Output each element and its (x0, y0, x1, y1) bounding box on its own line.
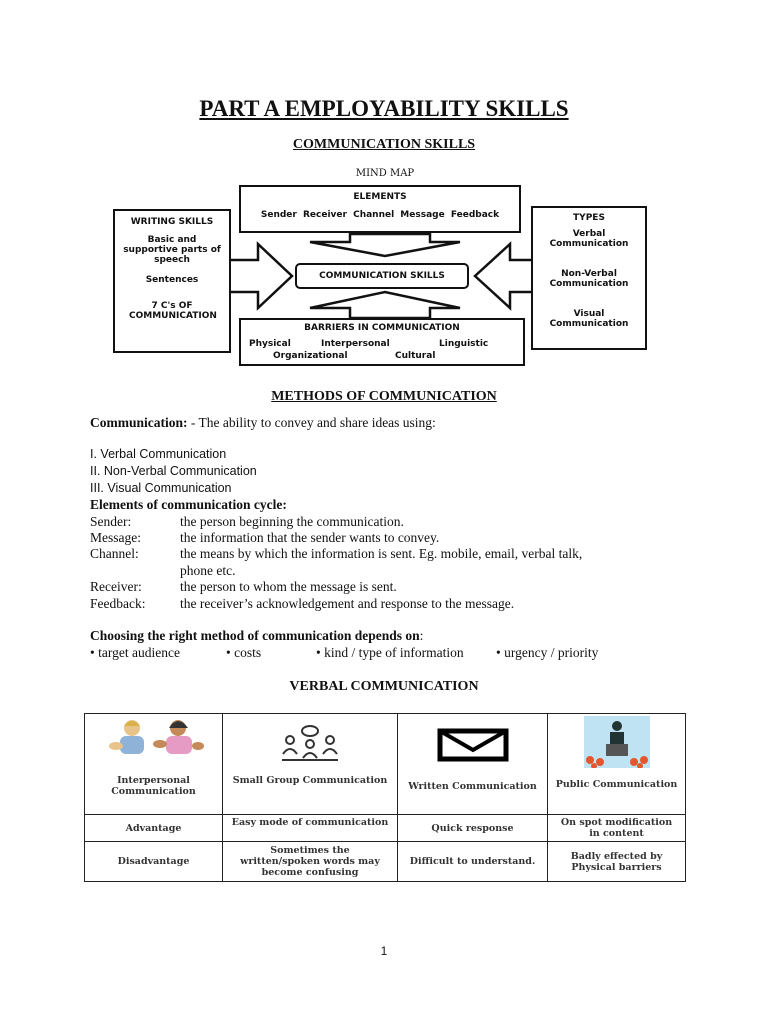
page-number: 1 (380, 944, 388, 958)
header-small-group: Small Group Communication (232, 775, 388, 786)
factor-item: • kind / type of information (316, 645, 464, 660)
header-written: Written Communication (408, 781, 537, 792)
table-row (85, 815, 686, 842)
barrier-linguistic: Linguistic (439, 339, 489, 349)
factor-item: • target audience (90, 645, 180, 660)
communication-types-list (90, 446, 257, 497)
barriers-heading: BARRIERS IN COMMUNICATION (304, 323, 460, 333)
choosing-method (90, 628, 423, 644)
writing-heading: WRITING SKILLS (130, 217, 214, 227)
arrow-from-types (475, 244, 534, 308)
cycle-term: Message: (90, 530, 141, 545)
cycle-term: Receiver: (90, 579, 142, 594)
types-heading: TYPES (573, 213, 605, 223)
row-label-advantage: Advantage (85, 815, 223, 842)
types-nonverbal: Non-Verbal Communication (549, 269, 629, 289)
cycle-definition: the person beginning the communication. (180, 514, 404, 529)
envelope-icon (437, 728, 509, 762)
types-visual: Visual Communication (549, 309, 629, 329)
types-verbal: Verbal Communication (549, 229, 629, 249)
definition-text: - The ability to convey and share ideas using: (187, 415, 436, 430)
row-label-disadvantage: Disadvantage (85, 842, 223, 882)
verbal-heading: VERBAL COMMUNICATION (289, 679, 479, 694)
list-item: II. Non-Verbal Communication (90, 464, 257, 478)
writing-item-speech: Basic and supportive parts of speech (123, 235, 221, 265)
cycle-definition: the information that the sender wants to convey. (180, 530, 440, 545)
cycle-definition: the person to whom the message is sent. (180, 579, 397, 594)
public-speaker-icon (584, 716, 650, 768)
barrier-organizational: Organizational (273, 351, 348, 361)
table-cell (223, 714, 398, 815)
barrier-physical: Physical (249, 339, 291, 349)
cycle-definition: the means by which the information is sent. Eg. mobile, email, verbal talk, phone etc. (180, 546, 583, 578)
cycle-definition: the receiver’s acknowledgement and response to the message. (180, 596, 515, 611)
barrier-interpersonal: Interpersonal (321, 339, 390, 349)
table-cell (548, 714, 686, 815)
barriers-box (239, 318, 525, 366)
writing-item-7cs: 7 C's OF COMMUNICATION (129, 301, 217, 321)
elements-items: Sender Receiver Channel Message Feedback (260, 210, 500, 220)
table-cell: Quick response (398, 815, 548, 842)
table-cell: Easy mode of communication (223, 815, 398, 842)
header-public: Public Communication (555, 779, 678, 790)
page-title: PART A EMPLOYABILITY SKILLS (199, 96, 569, 121)
definition-label: Communication: (90, 415, 188, 430)
cycle-heading: Elements of communication cycle: (90, 497, 287, 512)
mind-map-label: MIND MAP (355, 168, 415, 179)
elements-heading: ELEMENTS (353, 192, 407, 202)
center-box: COMMUNICATION SKILLS (295, 263, 469, 289)
arrow-from-elements (310, 234, 460, 256)
choosing-label: Choosing the right method of communication depends on (90, 628, 420, 643)
arrow-from-writing (226, 244, 292, 308)
choosing-colon: : (419, 628, 424, 643)
header-interpersonal: Interpersonal Communication (111, 775, 196, 797)
elements-box (239, 185, 521, 233)
table-cell: Difficult to understand. (398, 842, 548, 882)
table-cell (85, 714, 223, 815)
factor-item: • urgency / priority (496, 645, 599, 660)
writing-skills-box (113, 209, 231, 353)
factor-item: • costs (226, 645, 262, 660)
list-item: I. Verbal Communication (90, 447, 227, 461)
group-meeting-icon (280, 722, 340, 762)
table-row (85, 714, 686, 815)
table-cell: On spot modification in content (548, 815, 686, 842)
cycle-term: Feedback: (90, 596, 146, 611)
section-subtitle: COMMUNICATION SKILLS (292, 137, 476, 152)
writing-item-sentences: Sentences (145, 275, 199, 285)
arrow-from-barriers (310, 292, 460, 318)
cycle-term: Channel: (90, 546, 139, 561)
communication-definition (90, 415, 436, 431)
interpersonal-people-icon (102, 716, 206, 762)
cycle-term: Sender: (90, 514, 132, 529)
list-item: III. Visual Communication (90, 481, 232, 495)
barrier-cultural: Cultural (395, 351, 436, 361)
methods-heading: METHODS OF COMMUNICATION (271, 389, 497, 404)
verbal-communication-table (84, 713, 686, 882)
table-cell: Sometimes the written/spoken words may become confusing (223, 842, 398, 882)
types-box (531, 206, 647, 350)
table-cell: Badly effected by Physical barriers (548, 842, 686, 882)
table-cell (398, 714, 548, 815)
table-row (85, 842, 686, 882)
